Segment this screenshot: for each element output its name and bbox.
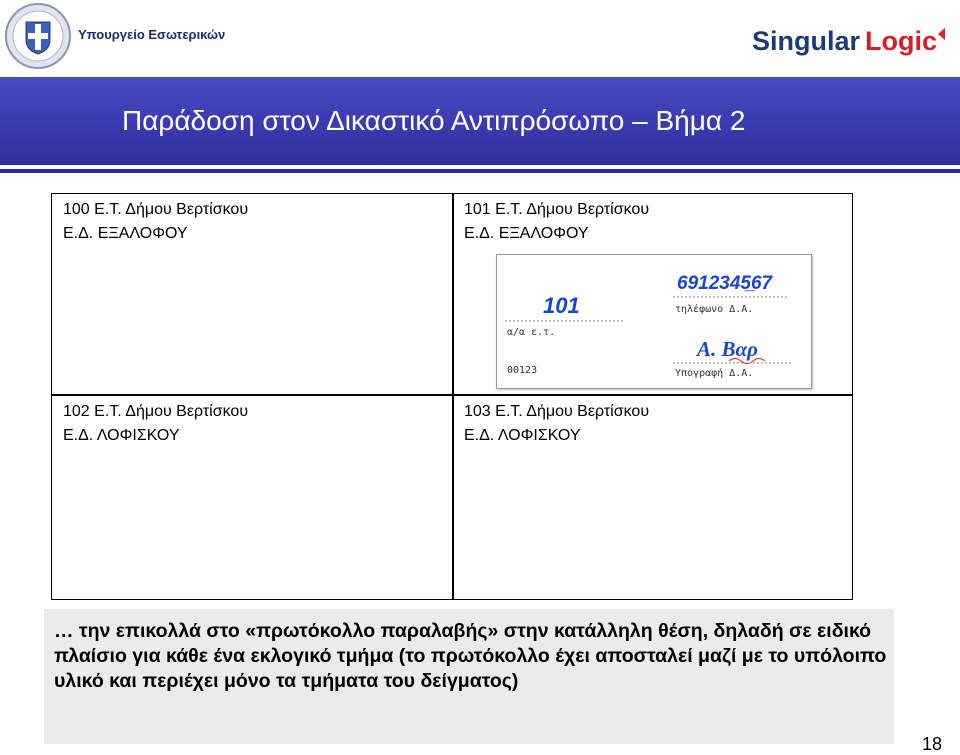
cell-line1: 103 Ε.Τ. Δήμου Βερτίσκου	[464, 403, 650, 420]
sample-signature: Α. Βαρ	[697, 337, 758, 361]
cell-line2: Ε.Δ. ΕΞΑΛΟΦΟΥ	[464, 225, 589, 242]
sample-label-image	[496, 254, 812, 389]
sample-signature-caption: Υπογραφή Δ.Α.	[675, 368, 754, 379]
greek-emblem-icon	[4, 2, 72, 70]
explanation-box	[44, 609, 894, 744]
cell-line2: Ε.Δ. ΛΟΦΙΣΚΟΥ	[464, 427, 581, 444]
sample-phone-caption: τηλέφωνο Δ.Α.	[675, 304, 754, 315]
page-number: 18	[921, 734, 942, 754]
title-underline	[0, 169, 960, 173]
grid-cell-103	[464, 400, 649, 448]
cell-line2: Ε.Δ. ΛΟΦΙΣΚΟΥ	[63, 427, 180, 444]
explanation-text: … την επικολλά στο «πρωτόκολλο παραλαβής» στην κατάλληλη θέση, δηλαδή σε ειδικό πλαίσιο για κάθε ένα εκλογικό τμήμα (το πρωτόκολλο έχει αποσταλεί μαζί με το υπόλοιπο υλικό και περιέχει μόνο τα τμήματα του δείγματος)	[54, 620, 887, 692]
sample-code: 00123	[507, 365, 538, 376]
grid-divider-horizontal	[52, 394, 852, 396]
logo-logic-text: Logic	[865, 26, 937, 56]
singularlogic-logo	[752, 22, 948, 58]
sample-number: 101	[543, 293, 580, 318]
grid-cell-101	[464, 198, 649, 246]
grid-cell-100	[63, 198, 248, 246]
slide-title: Παράδοση στον Δικαστικό Αντιπρόσωπο – Βήμα 2	[122, 105, 746, 136]
logo-singular-text: Singular	[752, 26, 861, 56]
cell-line1: 101 Ε.Τ. Δήμου Βερτίσκου	[464, 201, 650, 218]
cell-line2: Ε.Δ. ΕΞΑΛΟΦΟΥ	[63, 225, 188, 242]
cell-line1: 100 Ε.Τ. Δήμου Βερτίσκου	[63, 201, 249, 218]
grid-cell-102	[63, 400, 248, 448]
cell-line1: 102 Ε.Τ. Δήμου Βερτίσκου	[63, 403, 249, 420]
ministry-name: Υπουργείο Εσωτερικών	[78, 27, 226, 42]
sample-phone: 6912345̲67	[677, 273, 773, 294]
grid-divider-vertical	[452, 194, 454, 599]
sample-number-caption: α/α ε.τ.	[507, 327, 556, 338]
